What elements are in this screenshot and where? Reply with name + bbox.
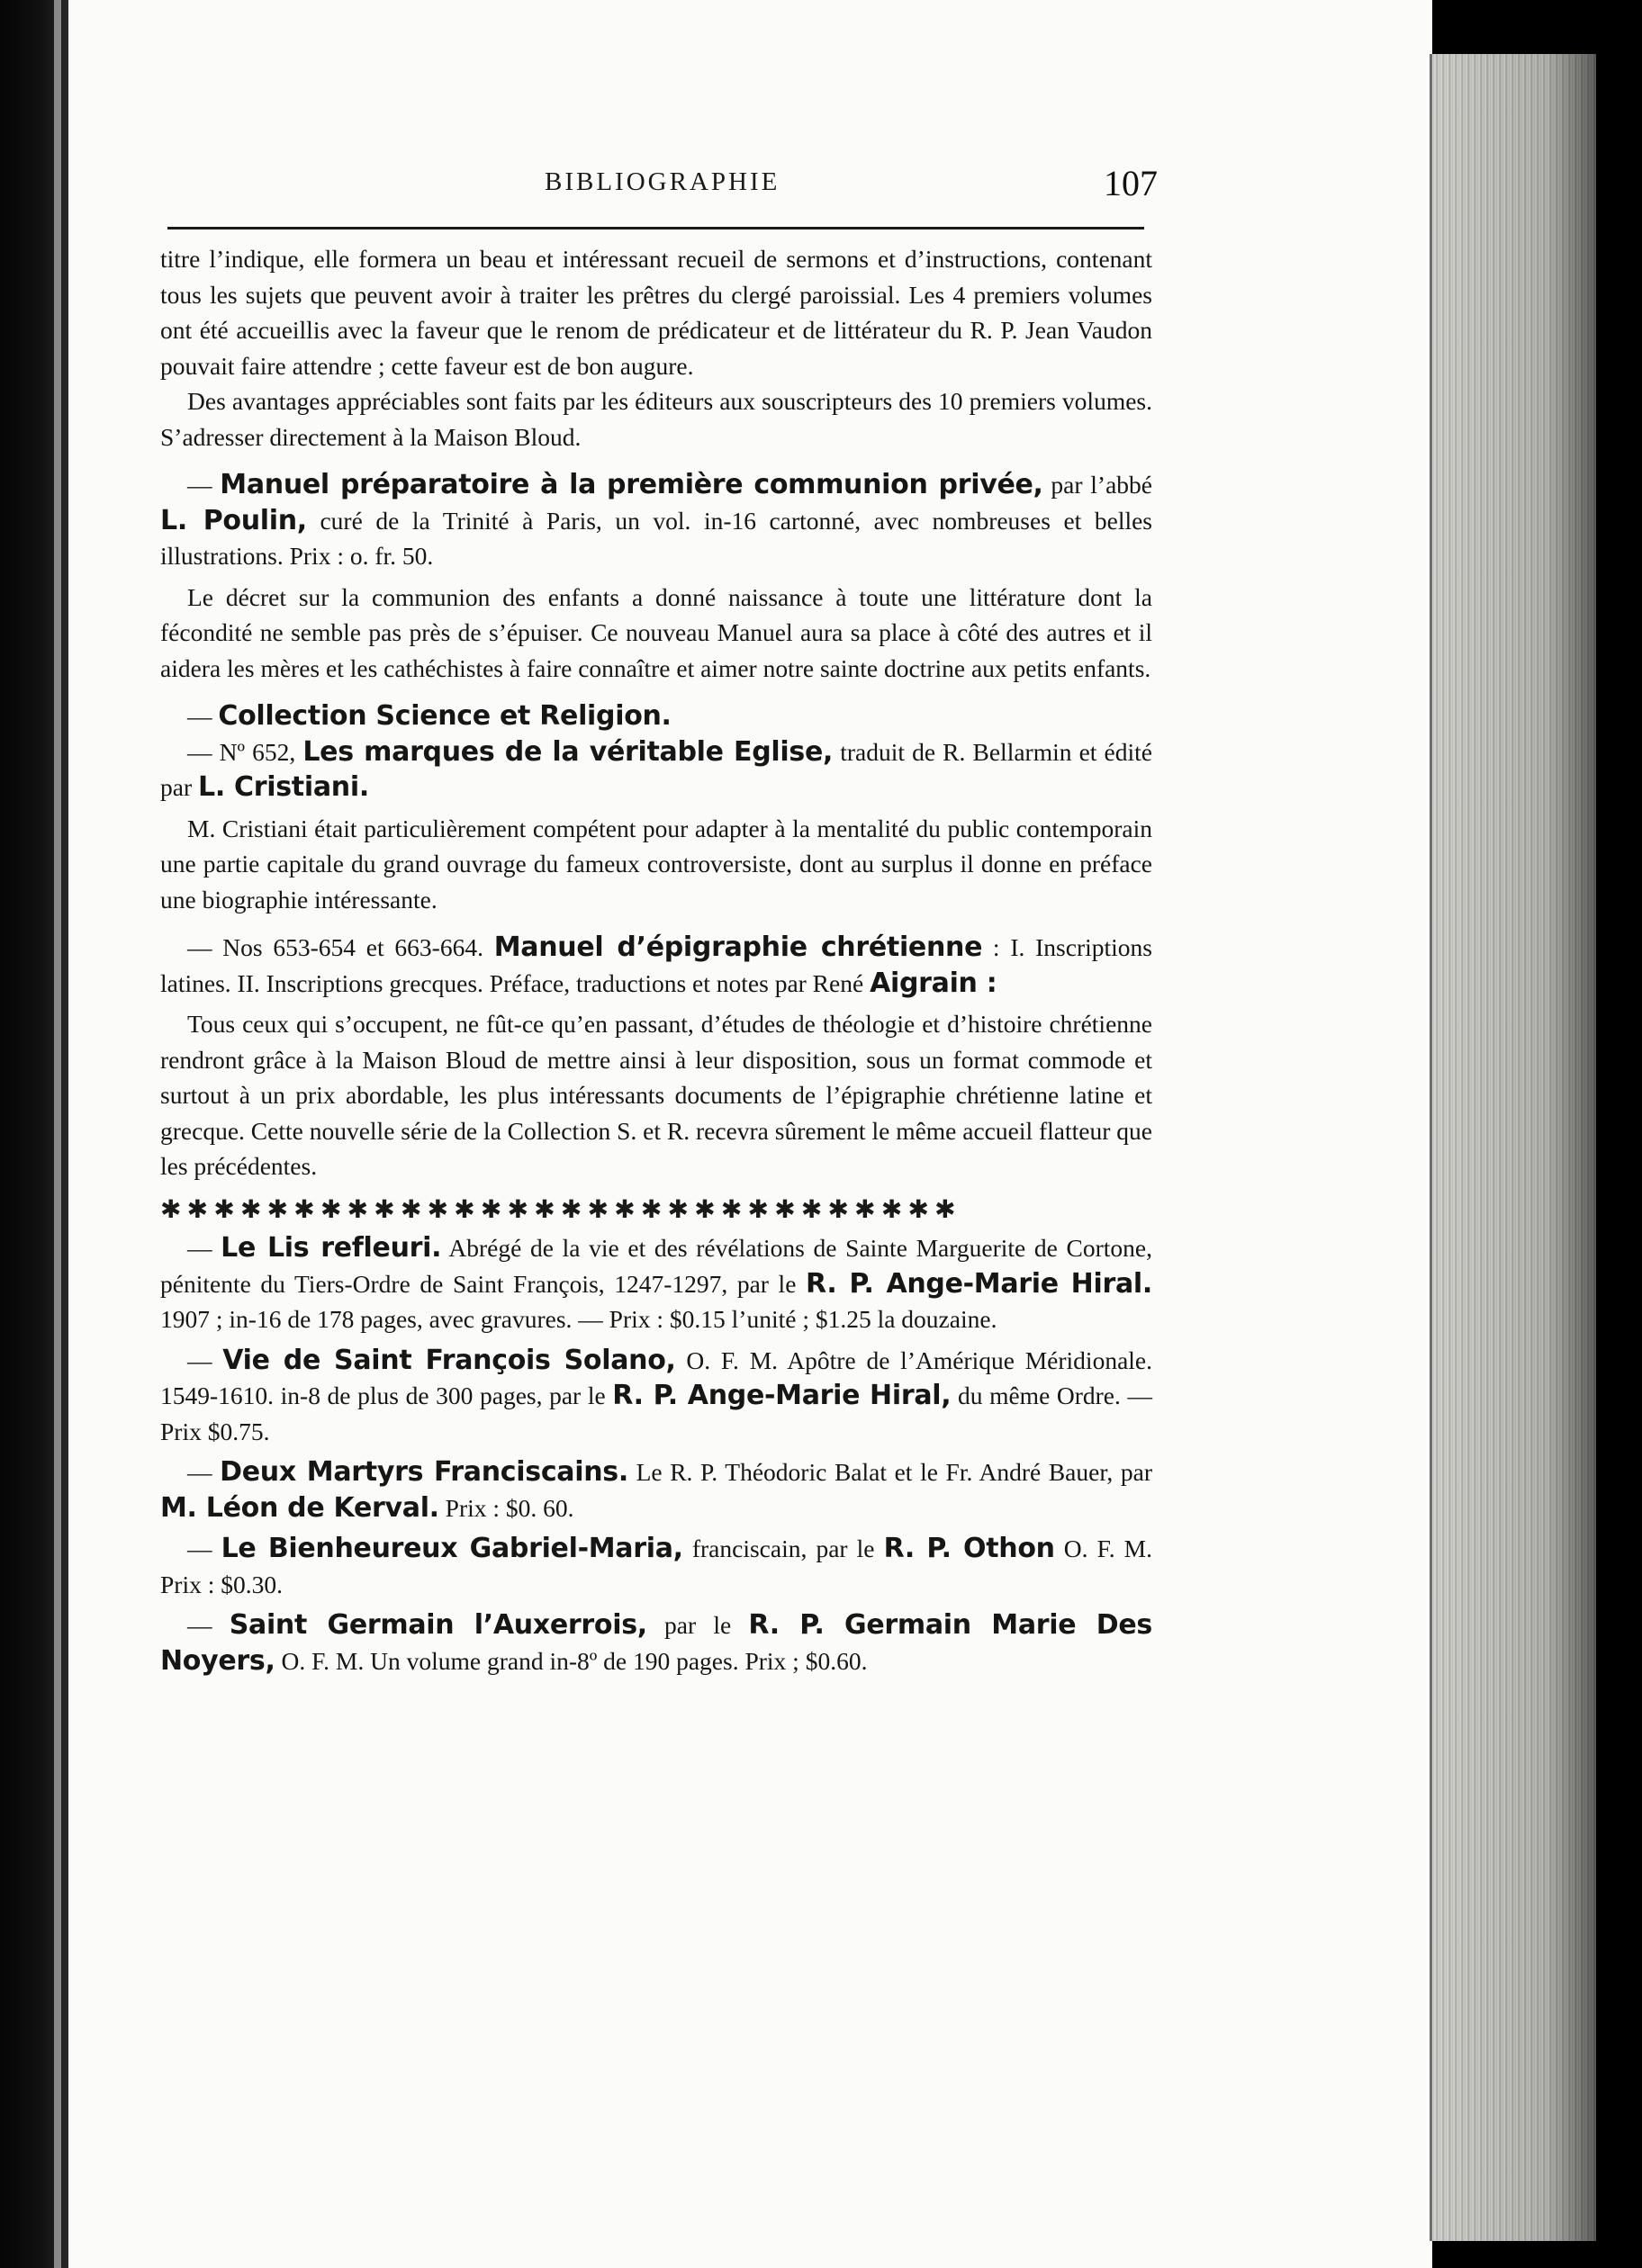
entry-dash: — Nº 652, [187, 737, 303, 766]
entry-dash: — [187, 1234, 221, 1262]
entry-text: O. F. M. Prix : $0.30. [160, 1534, 1152, 1598]
entry-gabriel-maria [160, 1531, 1152, 1602]
entry-title: Deux Martyrs Franciscains. [220, 1456, 628, 1488]
entry-marques-eglise [160, 734, 1152, 806]
entry-title: Collection Science et Religion. [218, 700, 672, 732]
entry-text: O. F. M. Apôtre de l’Amérique Méridionale. 1549-1610. in-8 de plus de 300 pages, par le [160, 1346, 1153, 1409]
paragraph-subscribers: Des avantages appréciables sont faits par les éditeurs aux souscripteurs des 10 premiers volumes. S’adresser directement à la Maison Bloud. [160, 387, 1152, 451]
binding-edge [54, 0, 61, 2268]
entry-author: Aigrain : [870, 967, 997, 999]
entry-title: Manuel d’épigraphie chrétienne [493, 932, 983, 963]
entry-text: Prix : $0. 60. [438, 1493, 574, 1522]
entry-title: Manuel préparatoire à la première communion privée, [220, 469, 1043, 500]
entry-text: du même Ordre. — Prix $0.75. [160, 1382, 1153, 1445]
entry-francois-solano [160, 1343, 1152, 1450]
entry-manuel-communion [160, 467, 1152, 574]
entry-dash: — Nos 653-654 et 663-664. [187, 933, 494, 961]
paragraph-communion-review: Le décret sur la communion des enfants a donné naissance à toute une littérature dont la fécondité ne semble pas près de s’épuiser. Ce nouveau Manuel aura sa place à côté des autres et il aidera les mères et les cathéchistes à faire connaître et aimer notre sainte doctrine aux petits enfants. [160, 582, 1152, 682]
entry-deux-martyrs [160, 1454, 1152, 1526]
entry-lis-refleuri [160, 1230, 1152, 1337]
entry-text: Abrégé de la vie et des révélations de Sainte Marguerite de Cortone, pénitente du Tiers-Ordre de Saint François, 1247-1297, par le [160, 1234, 1153, 1298]
entry-text: franciscain, par le [682, 1534, 884, 1562]
body-text [160, 241, 1152, 1678]
entry-title: Le Lis refleuri. [221, 1232, 442, 1264]
entry-text: traduit de R. Bellarmin et édité par [160, 737, 1152, 801]
page-number: 107 [1104, 163, 1158, 203]
entry-dash: — [187, 1458, 221, 1486]
entry-author: R. P. Ange-Marie Hiral, [612, 1380, 952, 1411]
entry-author: R. P. Germain Marie Des Noyers, [160, 1609, 1152, 1677]
paragraph-epigraphie-review: Tous ceux qui s’occupent, ne fût-ce qu’en passant, d’études de théologie et d’histoire chrétienne rendront grâce à la Maison Bloud de mettre ainsi à leur disposition, sous un format commode et surtout à un prix abordable, les plus intéressants documents de l’épigraphie chrétienne latine et grecque. Cette nouvelle série de la Collection S. et R. recevra sûrement le même accueil flatteur que les précédentes. [160, 1010, 1152, 1180]
entry-title: Le Bienheureux Gabriel-Maria, [221, 1533, 683, 1564]
entry-dash: — [187, 1534, 221, 1562]
entry-author: R. P. Ange-Marie Hiral. [806, 1267, 1152, 1300]
entry-text: par l’abbé [1042, 471, 1153, 499]
entry-dash: — [187, 702, 219, 730]
running-head [162, 163, 1158, 207]
paragraph-cristiani-review: M. Cristiani était particulièrement compétent pour adapter à la mentalité du public contemporain une partie capitale du grand ouvrage du fameux controversiste, dont au surplus il donne en préface une biographie intéressante. [160, 814, 1152, 914]
entry-text: Le R. P. Théodoric Balat et le Fr. André Bauer, par [627, 1458, 1152, 1486]
entry-text: par le [646, 1611, 749, 1639]
entry-author: R. P. Othon [883, 1533, 1055, 1564]
entry-author: L. Cristiani. [198, 771, 369, 803]
entry-title: Vie de Saint François Solano, [222, 1344, 676, 1376]
page-block-shadow [1430, 54, 1596, 2241]
entry-author: M. Léon de Kerval. [160, 1491, 439, 1524]
entry-dash: — [187, 1346, 223, 1374]
entry-collection [160, 698, 1152, 734]
entry-text: O. F. M. Un volume grand in-8º de 190 pages. Prix ; $0.60. [275, 1646, 868, 1675]
entry-dash: — [187, 471, 221, 499]
paragraph-continuation: titre l’indique, elle formera un beau et intéressant recueil de sermons et d’instructions, contenant tous les sujets que peuvent avoir à traiter les prêtres du clergé paroissial. Les 4 premiers volumes ont été accueillis avec la faveur que le renom de prédicateur et de littérateur du R. P. Jean Vaudon pouvait faire attendre ; cette faveur est de bon augure. [160, 245, 1152, 380]
running-title: BIBLIOGRAPHIE [545, 167, 780, 196]
entry-text: curé de la Trinité à Paris, un vol. in-16 cartonné, avec nombreuses et belles illustrations. Prix : o. fr. 50. [160, 506, 1153, 570]
entry-title: Les marques de la véritable Eglise, [302, 735, 834, 768]
entry-text: 1907 ; in-16 de 178 pages, avec gravures. — Prix : $0.15 l’unité ; $1.25 la douzaine. [160, 1305, 997, 1333]
asterism-separator: ✱✱✱✱✱✱✱✱✱✱✱✱✱✱✱✱✱✱✱✱✱✱✱✱✱✱✱✱✱✱ [160, 1193, 961, 1224]
entry-epigraphie [160, 930, 1152, 1001]
scan-background-right [1596, 0, 1642, 2268]
entry-title: Saint Germain l’Auxerrois, [229, 1609, 647, 1641]
entry-author: L. Poulin, [160, 504, 307, 536]
entry-saint-germain [160, 1607, 1152, 1678]
header-rule [167, 227, 1144, 230]
entry-text: : I. Inscriptions latines. II. Inscriptions grecques. Préface, traductions et notes par René [160, 933, 1152, 997]
entry-dash: — [187, 1611, 230, 1639]
